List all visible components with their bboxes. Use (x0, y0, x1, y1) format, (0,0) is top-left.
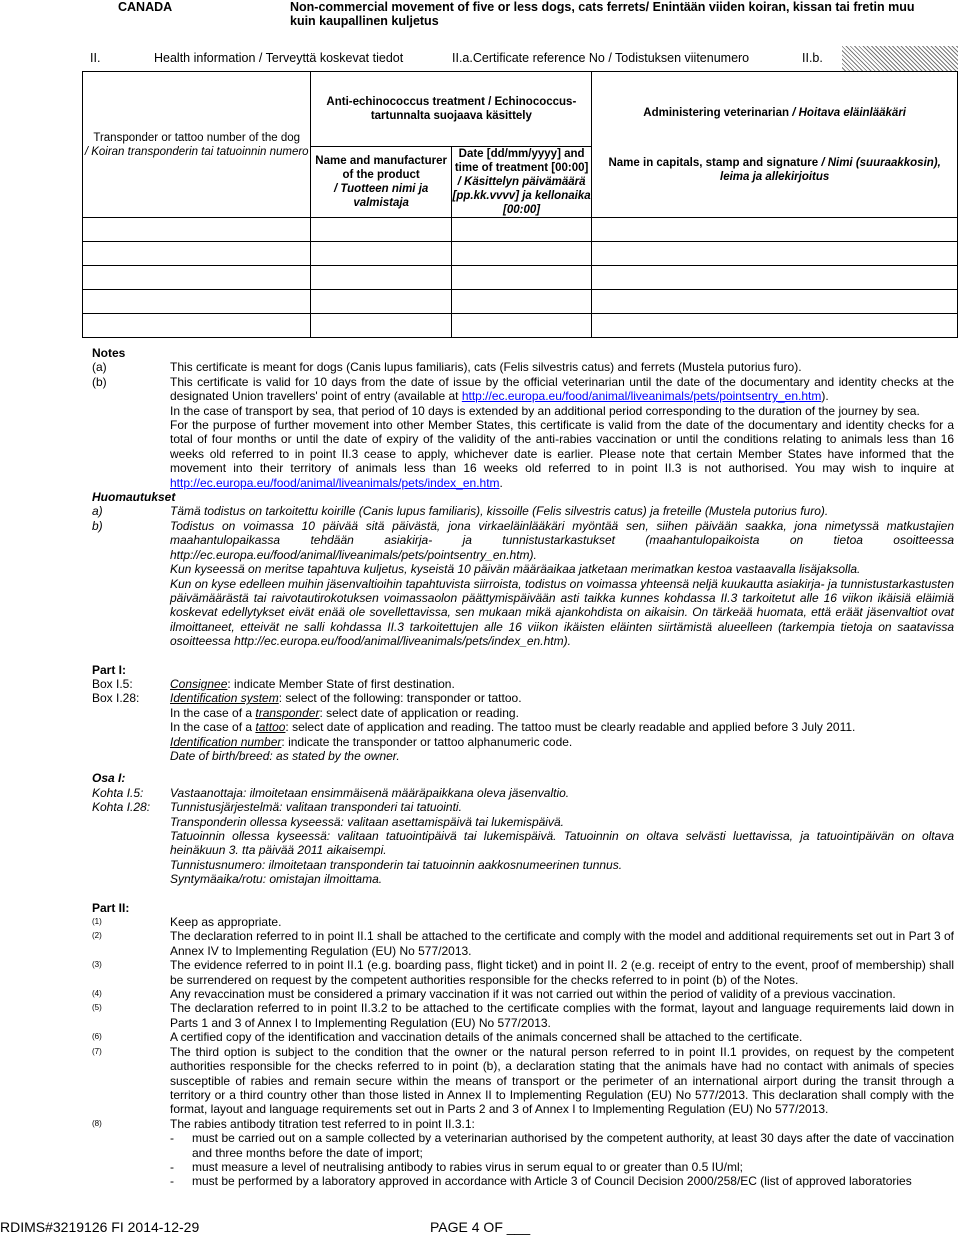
dash: - (170, 1131, 174, 1146)
box-text: In the case of a (170, 705, 256, 720)
footnote-item: must be carried out on a sample collected by a veterinarian authorised by the competent authority, at least 30 days after the date of vaccination and three months before the date of import; (192, 1131, 954, 1160)
footnote-text: The evidence referred to in point II.1 (e.g. boarding pass, flight ticket) and in point II. 2 (e.g. receipt of entry to the event, proof of membership) shall be surrendered on request by the competent authorities responsible for the checks referred to in point (b) of the Notes. (170, 958, 954, 987)
vet-name-fi: / Nimi (suuraakkosin), leima ja allekirjoitus (720, 156, 941, 183)
product-cell[interactable] (311, 290, 451, 314)
term: transponder (255, 705, 320, 720)
product-header-fi: / Tuotteen nimi ja valmistaja (333, 183, 429, 209)
note-label: b) (92, 518, 103, 533)
treatment-header: Anti-echinococcus treatment / Echinococcus-tartunnalta suojaava käsittely (311, 72, 592, 147)
term: Identification system (170, 691, 279, 706)
box-label: Kohta I.5: (92, 785, 144, 800)
box-text: Tunnistusjärjestelmä: valitaan transponderi tai tatuointi. (170, 800, 462, 815)
box-text: Date of birth/breed: as stated by the owner. (170, 748, 400, 763)
box-label: Box I.28: (92, 691, 140, 706)
transponder-header-fi: / Koiran transponderin tai tatuoinnin numero (84, 145, 309, 158)
note-label: a) (92, 504, 103, 519)
part1-heading: Part I: (92, 662, 127, 677)
footnote-number: (5) (92, 1003, 102, 1013)
footnote-number: (1) (92, 917, 102, 927)
date-cell[interactable] (451, 218, 591, 242)
transponder-cell[interactable] (83, 290, 311, 314)
transponder-cell[interactable] (83, 266, 311, 290)
footnote-text: Keep as appropriate. (170, 915, 282, 930)
box-text: Vastaanottaja: ilmoitetaan ensimmäisenä määräpaikkana oleva jäsenvaltio. (170, 785, 570, 800)
huom-b1: Todistus on voimassa 10 päivää sitä päivästä, jona virkaeläinlääkäri myöntää sen, siihen päivään saakka, jona nimetyssä matkustajien maahantulopaikassa tehdään asiakirja- ja tunnistustarkastukset (maahantulopaikoista on tietoa osoitteessa http://ec.europa.eu/food/animal/liveanimals/pets/pointsentry_en.htm). (170, 518, 954, 562)
certificate-reference-label: II.a.Certificate reference No / Todistuksen viitenumero (452, 51, 750, 65)
date-header-en: Date [dd/mm/yyyy] and time of treatment [00:00] (454, 148, 589, 174)
date-cell[interactable] (451, 314, 591, 338)
footnote-text: The rabies antibody titration test referred to in point II.3.1: (170, 1116, 475, 1131)
vet-cell[interactable] (592, 290, 958, 314)
huom-b2: Kun kyseessä on meritse tapahtuva kuljetus, kyseistä 10 päivän määräaikaa jatketaan merimatkan kestoa vastaavalla lisäjaksolla. (170, 562, 861, 577)
note-b-end2: . (499, 475, 503, 490)
part2-heading: Part II: (92, 900, 130, 915)
dash: - (170, 1159, 174, 1174)
notes-section (92, 346, 954, 1189)
note-a: This certificate is meant for dogs (Canis lupus familiaris), cats (Felis silvestris catus) and ferrets (Mustela putorius furo). (170, 360, 802, 375)
table-row (83, 242, 958, 266)
product-header-en: Name and manufacturer of the product (315, 155, 447, 181)
footnote-number: (4) (92, 989, 102, 999)
country-label: CANADA (118, 0, 173, 14)
huomautukset-heading: Huomautukset (92, 490, 176, 505)
health-info-label: Health information / Terveyttä koskevat tiedot (154, 51, 404, 65)
date-header (451, 147, 591, 218)
transponder-cell[interactable] (83, 242, 311, 266)
note-b (170, 375, 954, 490)
treatment-table (82, 71, 958, 338)
pointsentry-link[interactable]: http://ec.europa.eu/food/animal/liveanimals/pets/pointsentry_en.htm (461, 389, 822, 404)
section-iib-label: II.b. (802, 46, 827, 71)
date-cell[interactable] (451, 290, 591, 314)
huom-b (170, 519, 954, 649)
note-b-end: ). (821, 389, 829, 404)
footnote-text: The declaration referred to in point II.3.2 to be attached to the certificate complies with the format, layout and language requirements laid down in Parts 1 and 3 of Annex I to Implementing Regulation (EU) No 577/2013. (170, 1001, 954, 1030)
table-row (83, 266, 958, 290)
table-row (83, 290, 958, 314)
footnote-number: (3) (92, 960, 102, 970)
box-text: Tatuoinnin ollessa kyseessä: valitaan tatuointipäivä tai lukemispäivä. Tatuoinnin on oltava selvästi luettavissa, ja tatuointipäivän on oltava heinäkuun 3. tta päivää 2011 aikaisempi. (170, 829, 954, 858)
footnote-text: A certified copy of the identification and vaccination details of the animals concerned shall be attached to the certificate. (170, 1030, 803, 1045)
box-label: Box I.5: (92, 676, 133, 691)
vet-cell[interactable] (592, 242, 958, 266)
page-number: PAGE 4 OF ___ (430, 1219, 531, 1235)
note-label: (b) (92, 374, 107, 389)
document-reference: RDIMS#3219126 FI 2014-12-29 (0, 1219, 200, 1235)
vet-name-en: Name in capitals, stamp and signature (608, 156, 819, 169)
vet-header-en: Administering veterinarian (643, 106, 790, 119)
huom-b3: Kun on kyse edelleen muihin jäsenvaltioihin tapahtuvista siirroista, todistus on voimassa yhteensä neljä kuukautta asiakirja- ja tunnistustarkastusten päivämäärästä tai raivotautirokotuksen voimassaolon päättymispäivään asti taikka kunnes kohdassa II.3 tarkoitetut alle 16 viikon ikäisiä eläimiä koskevat edellytykset eivät enää ole sovellettavissa, sen mukaan mikä ajankohdista on aikaisin. On tärkeää huomata, että eräät jäsenvaltiot ovat ilmoittaneet, etteivät ne salli kohdassa II.3 tarkoitettujen alle 16 viikon ikäisten eläinten siirtämistä alueelleen (tarkempia tietoja on saatavissa osoitteessa http://ec.europa.eu/food/animal/liveanimals/pets/index_en.htm). (170, 576, 954, 649)
box-text: : select date of application or reading. (319, 705, 519, 720)
transponder-header-en: Transponder or tattoo number of the dog (93, 131, 301, 144)
date-cell[interactable] (451, 266, 591, 290)
transponder-cell[interactable] (83, 314, 311, 338)
footnote-text: The declaration referred to in point II.1 shall be attached to the certificate and comply with the model and additional requirements set out in Part 3 of Annex IV to Implementing Regulation (EU) No 577/2013. (170, 929, 954, 958)
hatched-field (842, 46, 958, 71)
transponder-cell[interactable] (83, 218, 311, 242)
product-cell[interactable] (311, 218, 451, 242)
table-row (83, 218, 958, 242)
product-header (311, 147, 451, 218)
footnote-text: The third option is subject to the condition that the owner or the natural person referred to in point II.1 provides, on request by the competent authorities responsible for the checks referred to in point (b), a declaration stating that the animals have had no contact with animals of species susceptible of rabies and remain secure within the means of transport or the perimeter of an international airport during the transit through a territory or a third country other than those listed in Annex II to Implementing Regulation (EU) No 577/2013. This declaration shall comply with the format, layout and language requirements set out in Parts 2 and 3 of Annex I to Implementing Regulation (EU) No 577/2013. (170, 1044, 954, 1117)
box-text: : indicate Member State of first destination. (227, 676, 455, 691)
product-cell[interactable] (311, 314, 451, 338)
box-text: In the case of a (170, 720, 256, 735)
product-cell[interactable] (311, 242, 451, 266)
product-cell[interactable] (311, 266, 451, 290)
note-label: (a) (92, 360, 107, 375)
vet-header-fi: / Hoitava eläinlääkäri (792, 106, 907, 119)
date-header-fi: / Käsittelyn päivämäärä [pp.kk.vvvv] ja kellonaika [00:00] (452, 176, 591, 216)
section-number: II. (90, 51, 101, 65)
footnote-item: must measure a level of neutralising antibody to rabies virus in serum equal to or greater than 0.5 IU/ml; (192, 1159, 743, 1174)
box-text: : select date of application and reading. The tattoo must be clearly readable and applied before 3 July 2011. (285, 720, 856, 735)
note-b-text: This certificate is valid for 10 days from the date of issue by the official veterinarian until the date of the documentary and identity checks at the designated Union travellers' point of entry (available at (170, 374, 954, 404)
osa1-heading: Osa I: (92, 771, 126, 786)
section-strip (82, 46, 958, 71)
notes-heading: Notes (92, 346, 126, 360)
footnote-number: (8) (92, 1118, 102, 1128)
document-title: Non-commercial movement of five or less dogs, cats ferrets/ Enintään viiden koiran, kissan tai fretin muu kuin kaupallinen kuljetus (290, 0, 915, 28)
pets-index-link[interactable]: http://ec.europa.eu/food/animal/liveanimals/pets/index_en.htm (170, 475, 500, 490)
table-row (83, 314, 958, 338)
footnote-text: Any revaccination must be considered a primary vaccination if it was not carried out within the period of validity of a previous vaccination. (170, 987, 896, 1002)
dash: - (170, 1174, 174, 1189)
box-text: : indicate the transponder or tattoo alphanumeric code. (281, 734, 573, 749)
vet-cell[interactable] (592, 266, 958, 290)
vet-cell[interactable] (592, 218, 958, 242)
vet-cell[interactable] (592, 314, 958, 338)
huom-a: Tämä todistus on tarkoitettu koirille (Canis lupus familiaris), kissoille (Felis silvestris catus) ja freteille (Mustela putorius furo). (170, 504, 829, 519)
box-text: Transponderin ollessa kyseessä: valitaan asettamispäivä tai lukemispäivä. (170, 814, 564, 829)
box-label: Kohta I.28: (92, 800, 151, 815)
note-b-sea: In the case of transport by sea, that period of 10 days is extended by an additional period corresponding to the duration of the journey by sea. (170, 403, 920, 418)
box-text: : select of the following: transponder or tattoo. (278, 691, 522, 706)
footnote-item: must be performed by a laboratory approved in accordance with Article 3 of Council Decision 2000/258/EC (list of approved laboratories (192, 1174, 912, 1189)
term: Identification number (170, 734, 282, 749)
date-cell[interactable] (451, 242, 591, 266)
footnote-number: (2) (92, 931, 102, 941)
transponder-header (83, 72, 311, 218)
veterinarian-header (592, 72, 958, 218)
term: Consignee (170, 676, 228, 691)
box-text: Tunnistusnumero: ilmoitetaan transponderin tai tatuoinnin aakkosnumeerinen tunnus. (170, 857, 623, 872)
note-b-further: For the purpose of further movement into other Member States, this certificate is valid from the date of the documentary and identity checks for a total of four months or until the date of expiry of the validity of the anti-rabies vaccination or until the conditions relating to animals less than 16 weeks old referred to in point II.3 cease to apply, whichever date is earlier. Please note that certain Member States have informed that the movement into their territory of animals less than 16 weeks old referred to in point II.3 is not authorised. You may wish to inquire at (170, 418, 954, 476)
footnote-number: (7) (92, 1046, 102, 1056)
footnote-number: (6) (92, 1032, 102, 1042)
box-text: Syntymäaika/rotu: omistajan ilmoittama. (170, 872, 383, 887)
term: tattoo (255, 720, 286, 735)
